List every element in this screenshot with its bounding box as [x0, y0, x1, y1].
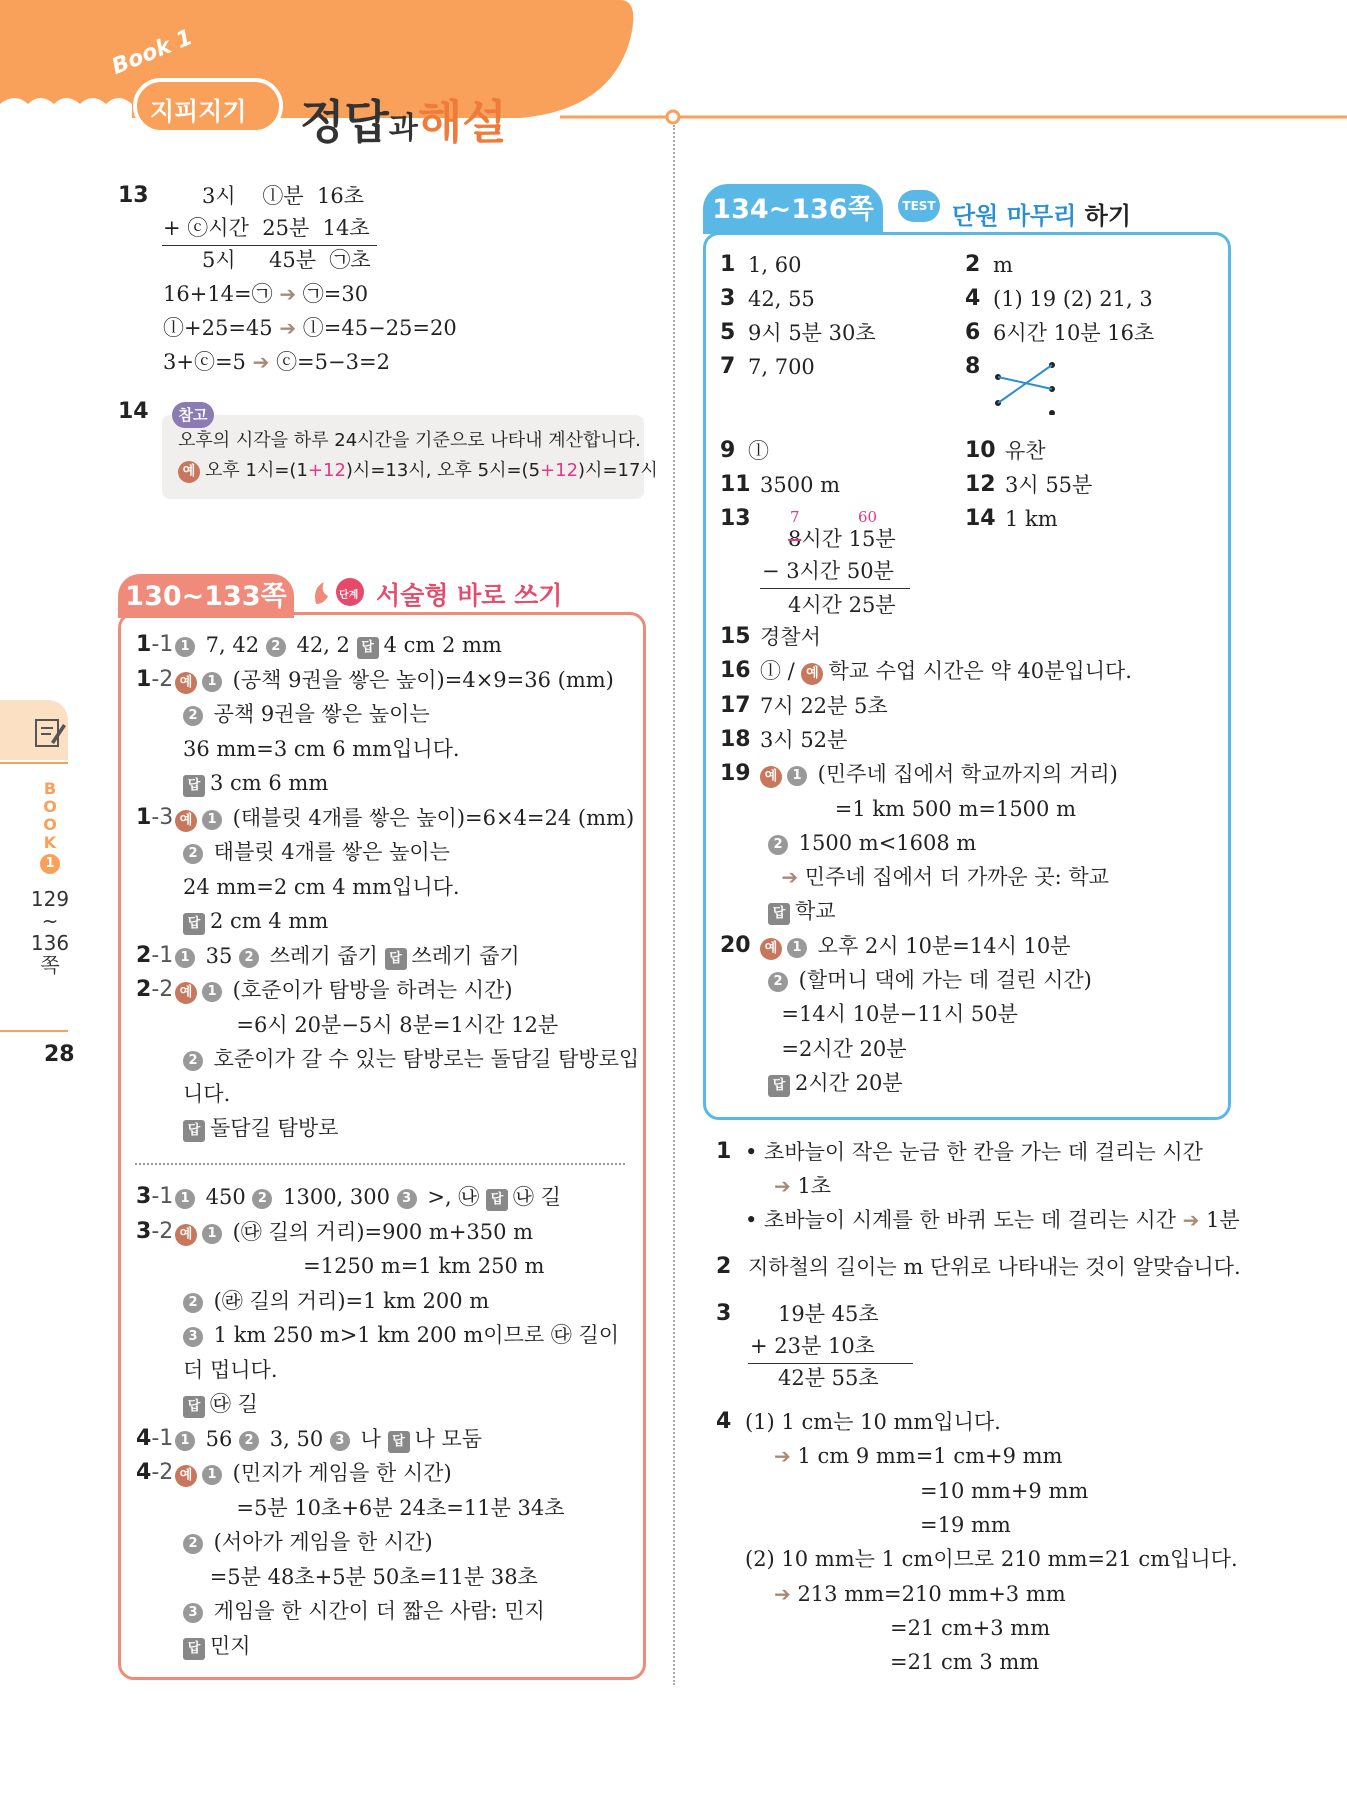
sec2-line: 예 1 (민주네 집에서 학교까지의 거리)	[760, 757, 1118, 791]
q13-row2: + ⓒ시간 25분 14초	[163, 216, 370, 240]
sec1b-number: 4-2	[136, 1460, 174, 1485]
sec2-number: 19	[720, 761, 751, 787]
sec1b-line: 예 1 (민지가 게임을 한 시간)	[175, 1456, 452, 1490]
sec2-number: 17	[720, 692, 751, 718]
exp2-number: 2	[716, 1254, 732, 1279]
sec2-q14-answer: 1 km	[1005, 507, 1058, 531]
sec2-q7-number: 7	[720, 354, 736, 379]
exp3-row3: 42분 55초	[778, 1366, 879, 1390]
sec2-q4-number: 4	[965, 286, 981, 311]
step-marker: 2	[183, 1534, 203, 1554]
example-marker: 예	[760, 938, 782, 960]
sec2-q5-answer: 9시 5분 30초	[748, 321, 876, 345]
step-marker: 2	[768, 972, 788, 992]
column-divider	[673, 125, 675, 1685]
sec2-q2-number: 2	[965, 252, 981, 277]
sec1-number: 1-1	[136, 632, 174, 657]
sec2-q7-answer: 7, 700	[748, 355, 815, 379]
sec1b-line: 3 게임을 한 시간이 더 짧은 사람: 민지	[183, 1594, 545, 1628]
exp3-number: 3	[716, 1301, 732, 1326]
step-marker: 1	[787, 766, 807, 786]
step-marker: 1	[175, 1431, 195, 1451]
sec1-line: =6시 20분−5시 8분=1시간 12분	[183, 1012, 559, 1037]
sec1-number: 2-2	[136, 977, 174, 1002]
exp4-line: =21 cm 3 mm	[890, 1650, 1040, 1675]
sec2-line: 예 1 오후 2시 10분=14시 10분	[760, 929, 1071, 963]
example-marker: 예	[175, 982, 197, 1004]
sec1-line: 니다.	[183, 1081, 231, 1106]
exp2-line: 지하철의 길이는 m 단위로 나타내는 것이 알맞습니다.	[748, 1255, 1241, 1279]
exp1-line: • 초바늘이 시계를 한 바퀴 도는 데 걸리는 시간 ➔ 1분	[745, 1208, 1240, 1232]
exp3-row1: 19분 45초	[778, 1302, 879, 1326]
sec1b-number: 3-2	[136, 1218, 174, 1244]
sec1b-line: 1 56 2 3, 50 3 나 답 나 모둠	[175, 1422, 482, 1456]
side-range: 129 ~ 136 쪽	[30, 887, 70, 977]
step-marker: 1	[202, 1224, 222, 1244]
q13-eq2: ⓛ+25=45 ➔ ⓛ=45−25=20	[163, 316, 457, 340]
exp3-row2: + 23분 10초	[750, 1334, 875, 1358]
answer-marker: 답	[183, 1120, 205, 1142]
sec1-line: 예 1 (태블릿 4개를 쌓은 높이)=6×4=24 (mm)	[175, 801, 634, 835]
step-marker: 1	[202, 982, 222, 1002]
exp4-line: =19 mm	[920, 1512, 1011, 1537]
sec2-q6-number: 6	[965, 320, 981, 345]
side-book-num: 1	[40, 854, 60, 874]
book-label: Book 1	[108, 25, 197, 80]
sec1-line: 답 돌담길 탐방로	[183, 1111, 338, 1145]
sec1-number: 1-3	[136, 804, 174, 830]
section2-title: 단원 마무리 하기	[952, 202, 1132, 230]
sec2-number: 15	[720, 624, 751, 649]
exp4-line: ➔ 213 mm=210 mm+3 mm	[774, 1581, 1066, 1606]
answer-marker: 답	[486, 1189, 508, 1211]
arrow-icon: ➔	[774, 1581, 791, 1606]
sec1b-number: 3-1	[136, 1184, 174, 1209]
sec2-q13-number: 13	[720, 506, 751, 531]
answer-marker: 답	[357, 637, 379, 659]
sec2-q9-answer: ⓛ	[748, 439, 769, 463]
sec1-line: 2 호준이가 갈 수 있는 탐방로는 돌담길 탐방로입	[183, 1042, 639, 1076]
sec2-line: 답 학교	[768, 894, 836, 928]
step-marker: 1	[175, 1189, 195, 1209]
sec2-line: 경찰서	[760, 625, 821, 649]
answer-marker: 답	[183, 775, 205, 797]
step-marker: 2	[183, 706, 203, 726]
sec1b-line: =5분 10초+6분 24초=11분 34초	[183, 1495, 565, 1520]
sec2-q1-answer: 1, 60	[748, 253, 802, 277]
side-tab-line	[0, 762, 68, 764]
sec2-q2-answer: m	[993, 253, 1013, 277]
exp1-line: ➔ 1초	[774, 1174, 832, 1198]
sec2-line: 답 2시간 20분	[768, 1066, 903, 1100]
page-number: 28	[44, 1042, 75, 1067]
step-marker: 3	[397, 1189, 417, 1209]
sec2-number: 16	[720, 658, 751, 684]
notebook-pencil-icon	[33, 716, 67, 750]
header-tab: 지피지기	[150, 97, 247, 126]
q14-line2: 예 오후 1시=(1+12)시=13시, 오후 5시=(5+12)시=17시	[178, 454, 658, 488]
sec1-line: 예 1 (공책 9권을 쌓은 높이)=4×9=36 (mm)	[175, 663, 614, 697]
sec1b-line: 더 멉니다.	[183, 1357, 278, 1382]
sec2-q1-number: 1	[720, 252, 736, 277]
sec2-line: 3시 52분	[760, 727, 848, 752]
sec2-q14-number: 14	[965, 506, 996, 531]
step-marker: 1	[202, 1465, 222, 1485]
step-marker: 3	[330, 1431, 350, 1451]
q13-row3: 5시 45분 ㉠초	[202, 248, 371, 272]
sec2-line: 2 1500 m<1608 m	[768, 826, 976, 860]
q13b-row1: 8시간 15분	[788, 527, 896, 551]
example-marker: 예	[801, 663, 823, 685]
sec2-q12-number: 12	[965, 472, 996, 497]
sec1b-line: 예 1 (㉰ 길의 거리)=900 m+350 m	[175, 1215, 533, 1249]
q8-matching-figure	[990, 355, 1060, 415]
exp1-number: 1	[716, 1139, 732, 1164]
answer-marker: 답	[768, 1075, 790, 1097]
test-badge: TEST	[898, 190, 940, 222]
exp4-line: =10 mm+9 mm	[920, 1478, 1089, 1503]
answer-marker: 답	[388, 1431, 410, 1453]
example-marker: 예	[760, 766, 782, 788]
section1-pages: 130~133쪽	[118, 574, 294, 618]
step-marker: 2	[252, 1189, 272, 1209]
step-marker: 2	[239, 948, 259, 968]
sec1b-line: 2 (서아가 게임을 한 시간)	[183, 1525, 433, 1559]
q13b-row2: − 3시간 50분	[762, 559, 894, 583]
sec1b-line: 답 민지	[183, 1629, 251, 1663]
sec1-line: 답 2 cm 4 mm	[183, 904, 328, 938]
answer-marker: 답	[768, 903, 790, 925]
sec2-line: =2시간 20분	[768, 1036, 907, 1061]
step-marker: 1	[202, 672, 222, 692]
sec2-line: ⓛ / 예 학교 수업 시간은 약 40분입니다.	[760, 659, 1132, 684]
step-label: 단계	[339, 590, 359, 601]
q14-line1: 오후의 시각을 하루 24시간을 기준으로 나타내 계산합니다.	[178, 430, 641, 451]
step-marker: 1	[175, 948, 195, 968]
arrow-icon: ➔	[781, 865, 799, 890]
sec1b-line: 2 (㉱ 길의 거리)=1 km 200 m	[183, 1284, 489, 1318]
q13-row1: 3시 ⓛ분 16초	[202, 184, 365, 208]
section1-separator	[135, 1163, 625, 1165]
exp4-number: 4	[716, 1409, 732, 1434]
sec1-line: 2 공책 9권을 쌓은 높이는	[183, 697, 430, 731]
sec1-line: 2 태블릿 4개를 쌓은 높이는	[183, 835, 450, 869]
q14-number: 14	[118, 399, 149, 424]
sec1b-line: 3 1 km 250 m>1 km 200 m이므로 ㉰ 길이	[183, 1318, 619, 1352]
example-marker: 예	[175, 1224, 197, 1246]
sec2-q10-answer: 유찬	[1005, 439, 1046, 463]
example-marker: 예	[175, 1465, 197, 1487]
sec2-q10-number: 10	[965, 438, 996, 463]
q13-eq1: 16+14=㉠ ➔ ㉠=30	[163, 282, 369, 306]
side-book-label: BOOK	[43, 779, 57, 852]
answer-marker: 답	[183, 913, 205, 935]
arrow-icon: ➔	[1182, 1208, 1200, 1232]
q13b-row3: 4시간 25분	[788, 593, 896, 617]
step-marker: 2	[183, 1293, 203, 1313]
step-marker: 2	[183, 1051, 203, 1071]
sec1-line: 예 1 (호준이가 탐방을 하려는 시간)	[175, 973, 513, 1007]
sec2-line: ➔ 민주네 집에서 더 가까운 곳: 학교	[781, 865, 1109, 890]
arrow-icon: ➔	[774, 1444, 791, 1469]
sec2-q4-answer: (1) 19 (2) 21, 3	[993, 287, 1153, 311]
sec2-number: 18	[720, 726, 751, 752]
q13-number: 13	[118, 183, 149, 208]
section2-pages: 134~136쪽	[703, 184, 883, 234]
sec1-number: 2-1	[136, 942, 174, 968]
sec1b-line: =1250 m=1 km 250 m	[183, 1254, 545, 1278]
sec1b-line: 1 450 2 1300, 300 3 >, ㉯ 답 ㉯ 길	[175, 1180, 561, 1214]
arrow-icon: ➔	[774, 1174, 791, 1198]
sec2-q11-answer: 3500 m	[760, 473, 841, 497]
sec1-number: 1-2	[136, 666, 174, 692]
sec2-q5-number: 5	[720, 320, 736, 345]
step-marker: 3	[183, 1327, 203, 1347]
answer-marker: 답	[183, 1638, 205, 1660]
q13-borrow-2: 60	[858, 508, 878, 526]
sec1b-line: 답 ㉰ 길	[183, 1387, 258, 1421]
sec2-q6-answer: 6시간 10분 16초	[993, 321, 1155, 345]
answer-marker: 답	[385, 948, 407, 970]
sec1b-line: =5분 48초+5분 50초=11분 38초	[183, 1564, 538, 1589]
q13-borrow-1: 7	[790, 508, 800, 526]
step-marker: 2	[239, 1431, 259, 1451]
exp4-line: (2) 10 mm는 1 cm이므로 210 mm=21 cm입니다.	[745, 1547, 1238, 1572]
sec2-q12-answer: 3시 55분	[1005, 473, 1093, 497]
sec1-line: 1 7, 42 2 42, 2 답 4 cm 2 mm	[175, 628, 502, 662]
sec2-q8-number: 8	[965, 354, 981, 379]
sec2-line: =14시 10분−11시 50분	[768, 1002, 1018, 1027]
answer-marker: 답	[183, 1396, 205, 1418]
step-marker: 2	[768, 835, 788, 855]
exp4-line: =21 cm+3 mm	[890, 1615, 1051, 1640]
sec2-number: 20	[720, 932, 751, 958]
note-badge: 참고	[172, 402, 214, 428]
side-bottom-line	[0, 1030, 68, 1032]
sec1-line: 36 mm=3 cm 6 mm입니다.	[183, 736, 460, 761]
step-marker: 3	[183, 1603, 203, 1623]
q13-eq3: 3+ⓒ=5 ➔ ⓒ=5−3=2	[163, 350, 390, 374]
example-marker: 예	[175, 672, 197, 694]
sec2-q11-number: 11	[720, 472, 751, 497]
section1-title: 서술형 바로 쓰기	[376, 581, 563, 610]
step-marker: 2	[183, 844, 203, 864]
exp1-line: • 초바늘이 작은 눈금 한 칸을 가는 데 걸리는 시간	[745, 1140, 1203, 1164]
sec1b-number: 4-1	[136, 1425, 174, 1451]
exp4-line: (1) 1 cm는 10 mm입니다.	[745, 1410, 1001, 1434]
sec2-q3-number: 3	[720, 286, 736, 311]
step-marker: 2	[266, 637, 286, 657]
example-marker: 예	[175, 810, 197, 832]
sec2-q9-number: 9	[720, 438, 736, 463]
sec1-line: 24 mm=2 cm 4 mm입니다.	[183, 874, 460, 899]
step-marker: 1	[175, 637, 195, 657]
step-marker: 1	[202, 810, 222, 830]
page-title: 정답과해설	[300, 95, 507, 149]
sec2-line: 2 (할머니 댁에 가는 데 걸린 시간)	[768, 963, 1092, 997]
exp4-line: ➔ 1 cm 9 mm=1 cm+9 mm	[774, 1444, 1063, 1469]
sec1-line: 답 3 cm 6 mm	[183, 766, 328, 800]
sec1-line: 1 35 2 쓰레기 줍기 답 쓰레기 줍기	[175, 939, 520, 973]
sec2-line: =1 km 500 m=1500 m	[768, 796, 1076, 821]
sec2-line: 7시 22분 5초	[760, 693, 888, 718]
sec2-q3-answer: 42, 55	[748, 287, 815, 311]
step-marker: 1	[787, 938, 807, 958]
